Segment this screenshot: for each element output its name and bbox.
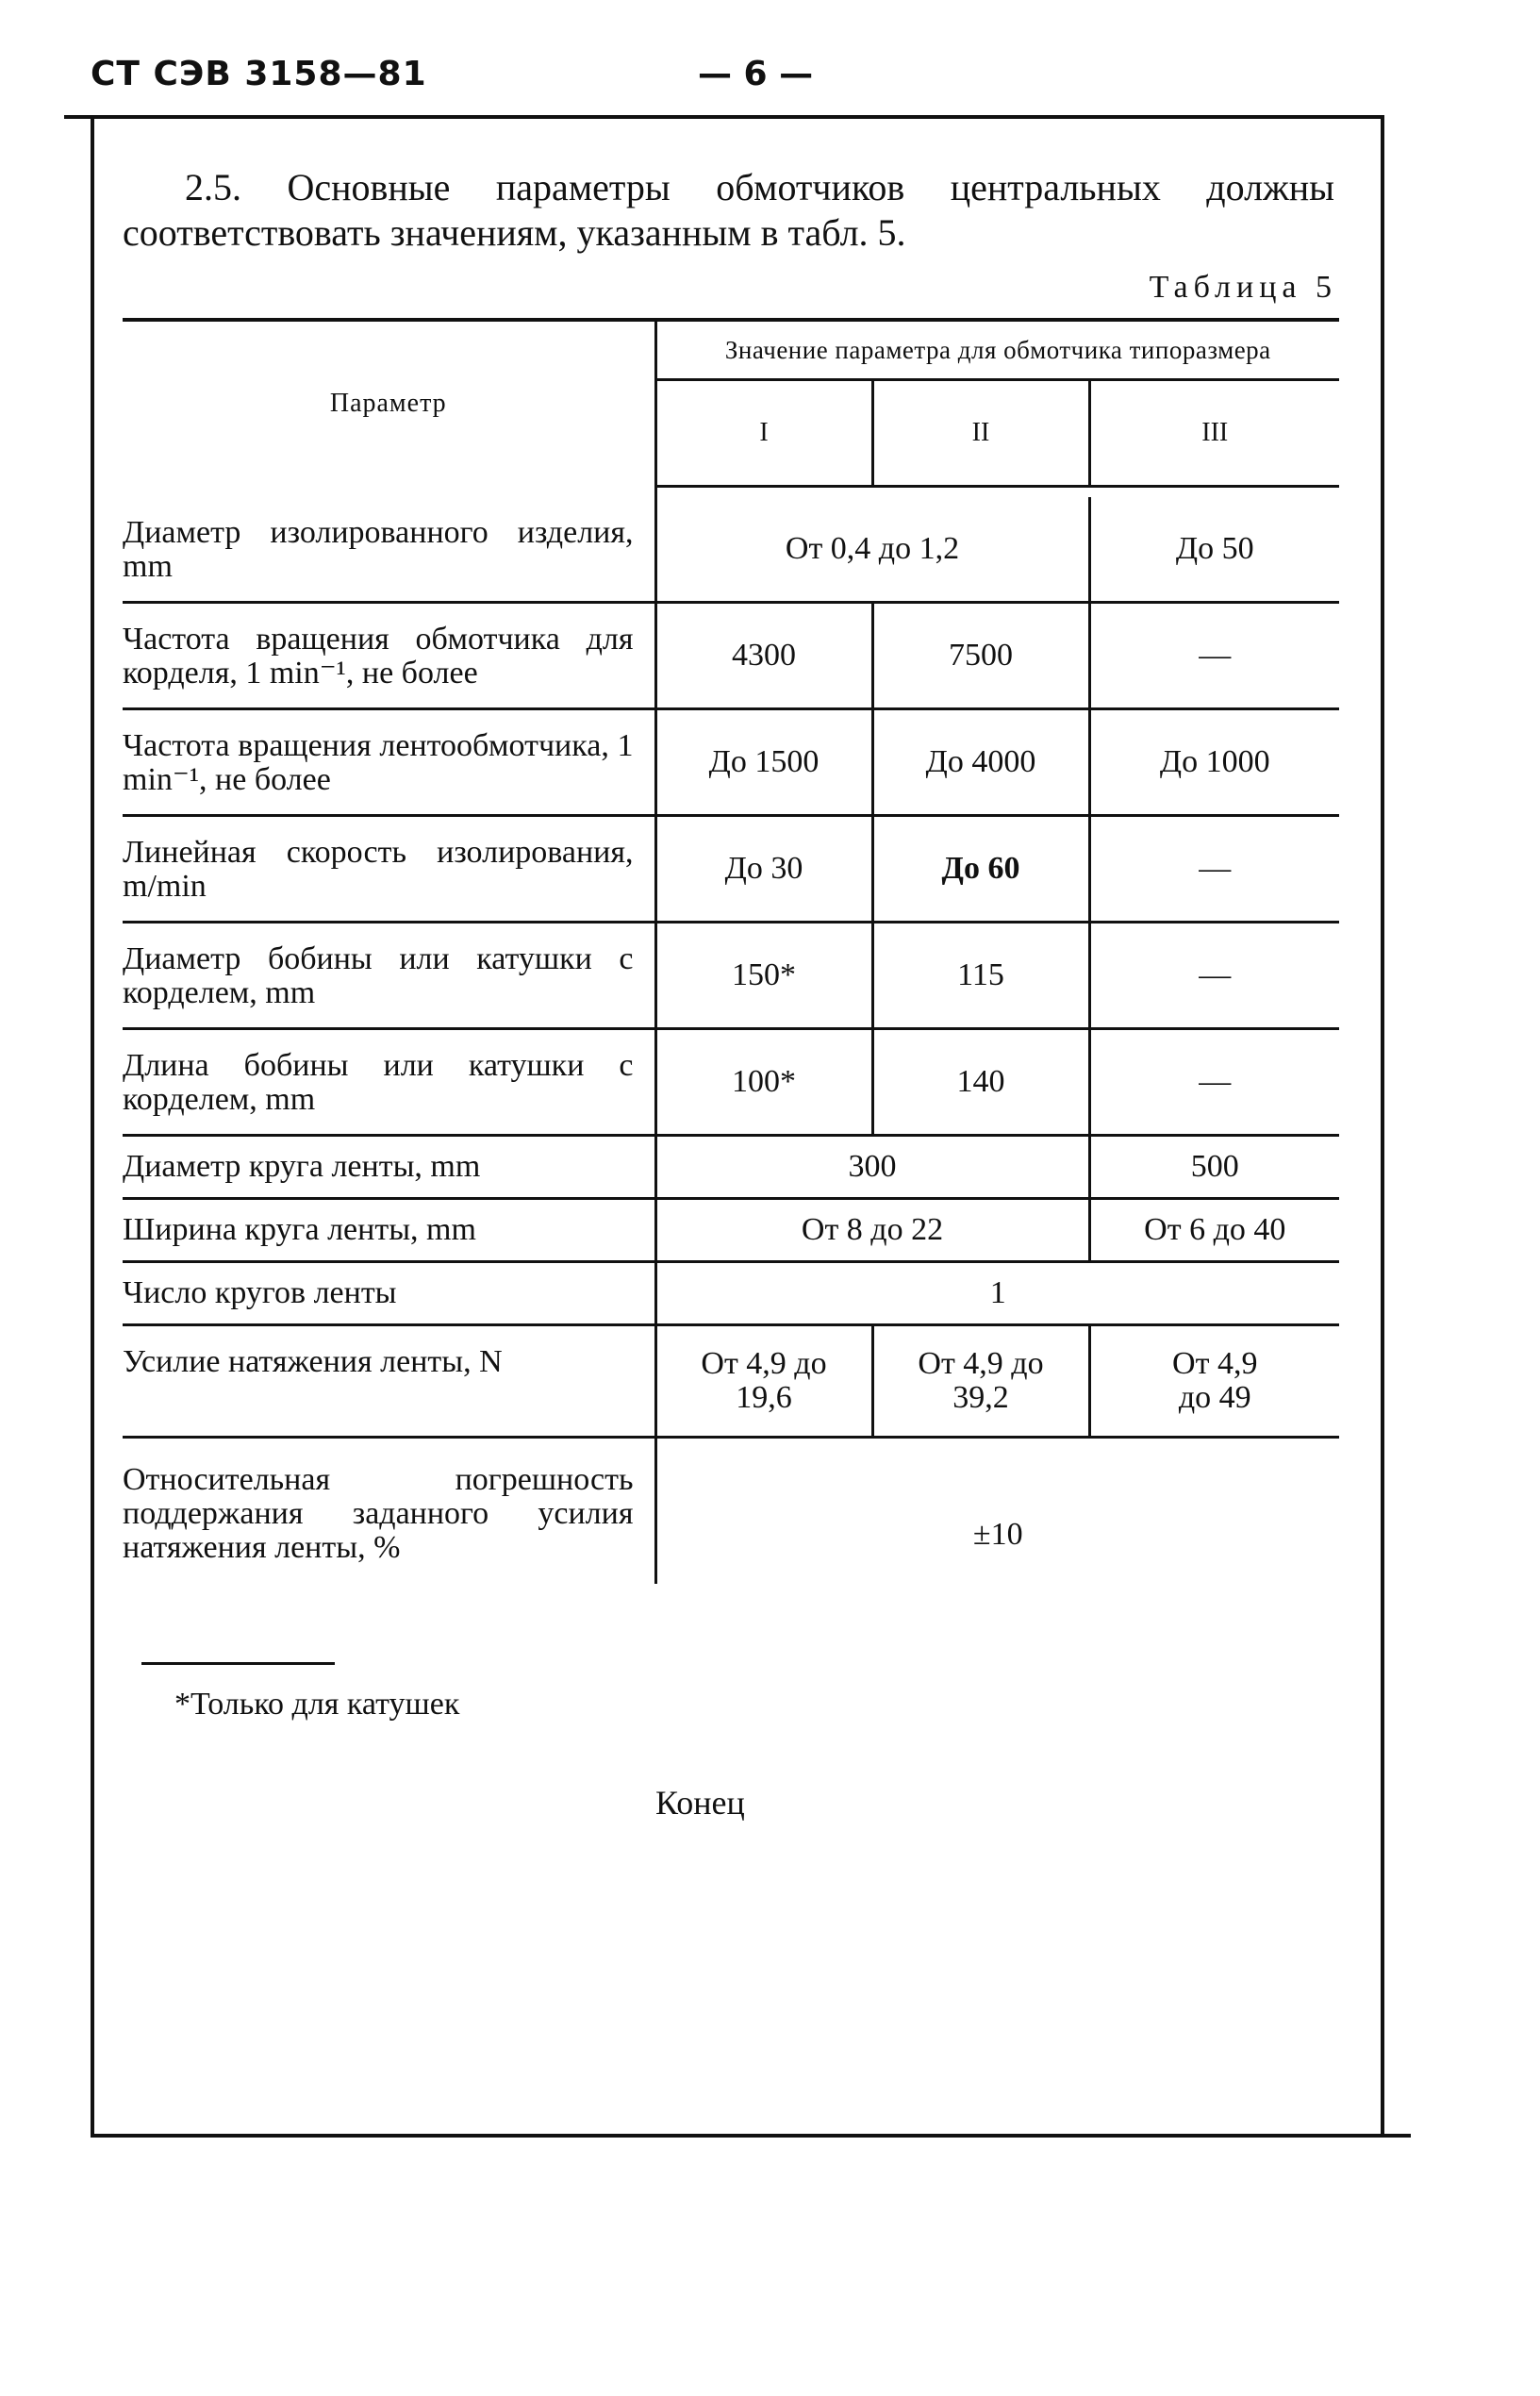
value-iii: От 6 до 40 [1089,1199,1339,1262]
value-i: 100* [655,1029,872,1136]
column-header-i: I [655,380,872,487]
table-row [123,1325,1339,1438]
value-iii: — [1089,923,1339,1029]
value-i: От 4,9 до 19,6 [655,1325,872,1438]
value-ii: От 4,9 до 39,2 [872,1325,1089,1438]
intro-paragraph [123,165,1334,256]
value-ii: До 60 [872,816,1089,923]
frame-bottom-rule [91,2134,1411,2138]
table-row [123,1136,1339,1199]
footnote-rule [141,1662,335,1665]
param-column-header: Параметр [123,320,655,487]
table-row [123,1029,1339,1136]
parameters-table [123,318,1339,1584]
page-number: — 6 — [698,55,814,93]
frame-top-rule [64,115,1384,119]
param-name: Диаметр круга ленты, mm [123,1136,655,1199]
value-i: 150* [655,923,872,1029]
frame-left-rule [91,115,94,2134]
value-iii: До 50 [1089,497,1339,603]
table-caption: Таблица 5 [1149,270,1337,305]
param-name: Ширина круга ленты, mm [123,1199,655,1262]
value-iii: — [1089,1029,1339,1136]
value-i-ii: 300 [655,1136,1089,1199]
value-iii: — [1089,603,1339,709]
value-ii: До 4000 [872,709,1089,816]
param-name: Длина бобины или катушки с корделем, mm [123,1029,655,1136]
value-all: ±10 [972,1517,1023,1552]
value-i-ii: От 8 до 22 [655,1199,1089,1262]
value-i: До 1500 [655,709,872,816]
end-mark: Конец [655,1784,745,1822]
footnote: *Только для катушек [174,1687,460,1722]
value-iii: 500 [1089,1136,1339,1199]
table-row [123,1438,1339,1585]
param-name: Усилие натяжения ленты, N [123,1325,655,1438]
value-iii: — [1089,816,1339,923]
value-group-header: Значение параметра для обмотчика типоразмера [655,320,1339,380]
param-name: Линейная скорость изолирования, m/min [123,816,655,923]
param-name: Частота вращения лентообмотчика, 1 min⁻¹, не более [123,709,655,816]
value-ii: 140 [872,1029,1089,1136]
value-all: 1 [655,1262,1339,1325]
table-row [123,603,1339,709]
param-name: Диаметр бобины или катушки с корделем, mm [123,923,655,1029]
value-ii: 115 [872,923,1089,1029]
value-ii: 7500 [872,603,1089,709]
table-row [123,497,1339,603]
param-name: Диаметр изолированного изделия, mm [123,497,655,603]
column-header-ii: II [872,380,1089,487]
value-i-ii: От 0,4 до 1,2 [655,497,1089,603]
param-name: Частота вращения обмотчика для корделя, 1 min⁻¹, не более [123,603,655,709]
document-code: СТ СЭВ 3158—81 [91,55,427,93]
frame-right-rule [1381,115,1384,2134]
column-header-iii: III [1089,380,1339,487]
table-row [123,709,1339,816]
intro-text: 2.5. Основные параметры обмотчиков центральных должны соответствовать значениям, указанным в табл. 5. [123,166,1334,254]
param-name: Относительная погрешность поддержания заданного усилия натяжения ленты, % [123,1438,655,1585]
table-row [123,923,1339,1029]
table-row [123,816,1339,923]
value-iii: От 4,9 до 49 [1089,1325,1339,1438]
value-iii: До 1000 [1089,709,1339,816]
value-i: 4300 [655,603,872,709]
param-name: Число кругов ленты [123,1262,655,1325]
value-i: До 30 [655,816,872,923]
table-row [123,1199,1339,1262]
table-row [123,1262,1339,1325]
